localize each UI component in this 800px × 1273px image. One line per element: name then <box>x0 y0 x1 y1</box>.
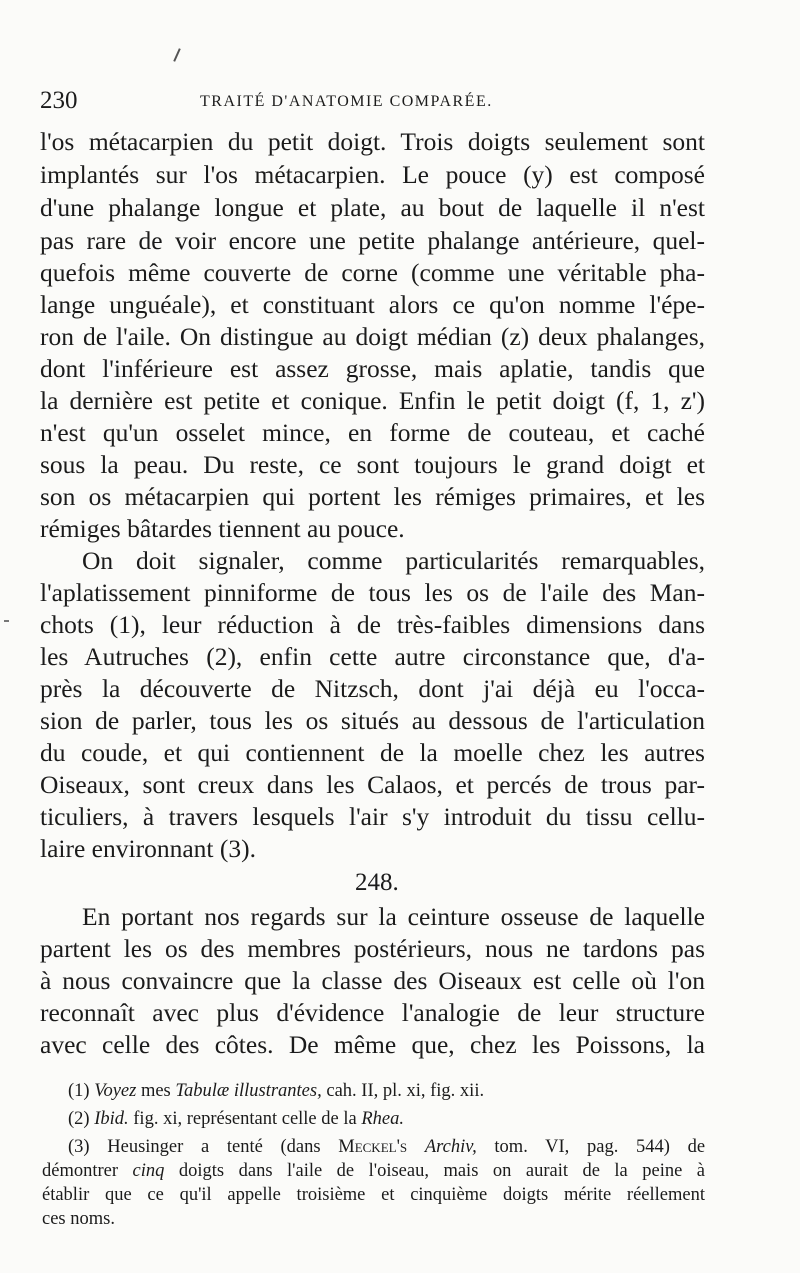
text-line: l'os métacarpien du petit doigt. Trois doigts seulement sont <box>40 127 705 156</box>
footnote-3-line-3: établir que ce qu'il appelle troisième et cinquième doigts mérite réellement <box>42 1185 705 1205</box>
text-line: n'est qu'un osselet mince, en forme de couteau, et caché <box>40 418 705 447</box>
footnote-number: (2) <box>68 1109 90 1129</box>
text-line: sion de parler, tous les os situés au dessous de l'articulation <box>40 706 705 735</box>
footnote-text: tom. VI, pag. 544) de <box>494 1137 706 1157</box>
text-line: d'une phalange longue et plate, au bout de laquelle il n'est <box>40 193 705 222</box>
text-line: ron de l'aile. On distingue au doigt médian (z) deux phalanges, <box>40 322 705 351</box>
footnote-author: Meckel's <box>338 1137 408 1157</box>
ink-mark <box>173 48 181 62</box>
footnote-journal: Archiv, <box>424 1137 477 1157</box>
footnote-text: mes <box>140 1081 171 1101</box>
text-line: dont l'inférieure est assez grosse, mais aplatie, tandis que <box>40 354 705 383</box>
text-line: En portant nos regards sur la ceinture osseuse de laquelle <box>82 902 705 931</box>
running-title: TRAITÉ D'ANATOMIE COMPARÉE. <box>200 93 493 110</box>
text-line: lange unguéale), et constituant alors ce qu'on nomme l'épe- <box>40 290 705 319</box>
text-line: les Autruches (2), enfin cette autre circonstance que, d'a- <box>40 642 705 671</box>
footnote-text: démontrer <box>42 1161 119 1181</box>
page-header <box>40 88 700 114</box>
footnote-2 <box>68 1108 705 1131</box>
text-line: à nous convaincre que la classe des Oiseaux est celle où l'on <box>40 966 705 995</box>
footnote-species: Rhea. <box>361 1109 404 1129</box>
footnote-number: (1) <box>68 1081 90 1101</box>
text-line: sous la peau. Du reste, ce sont toujours le grand doigt et <box>40 450 705 479</box>
text-line: implantés sur l'os métacarpien. Le pouce (y) est composé <box>40 160 705 189</box>
text-line: pas rare de voir encore une petite phalange antérieure, quel- <box>40 226 705 255</box>
footnote-text: Heusinger a tenté (dans <box>107 1137 321 1157</box>
footnote-1 <box>68 1080 705 1103</box>
footnote-3 <box>68 1136 705 1159</box>
text-line: Oiseaux, sont creux dans les Calaos, et percés de trous par- <box>40 770 705 799</box>
page-number: 230 <box>40 87 78 114</box>
text-line: quefois même couverte de corne (comme une véritable pha- <box>40 258 705 287</box>
margin-mark <box>4 620 9 622</box>
footnote-number: (3) <box>68 1137 90 1157</box>
text-line: partent les os des membres postérieurs, nous ne tardons pas <box>40 934 705 963</box>
text-line: rémiges bâtardes tiennent au pouce. <box>40 514 405 543</box>
text-line: l'aplatissement pinniforme de tous les os de l'aile des Man- <box>40 578 705 607</box>
footnote-3-line-4: ces noms. <box>42 1209 115 1229</box>
text-line: son os métacarpien qui portent les rémiges primaires, et les <box>40 482 705 511</box>
footnote-text: Voyez <box>94 1081 137 1101</box>
footnote-text: doigts dans l'aile de l'oiseau, mais on aurait de la peine à <box>178 1161 706 1181</box>
footnote-text: cah. II, pl. xi, fig. xii. <box>326 1081 485 1101</box>
text-line: ticuliers, à travers lesquels l'air s'y introduit du tissu cellu- <box>40 802 705 831</box>
footnote-text: fig. xi, représentant celle de la <box>133 1109 357 1129</box>
section-number: 248. <box>355 869 399 896</box>
footnote-text: Ibid. <box>94 1109 129 1129</box>
footnote-emphasis: cinq <box>132 1161 165 1181</box>
text-line: du coude, et qui contiennent de la moelle chez les autres <box>40 738 705 767</box>
text-line: reconnaît avec plus d'évidence l'analogie de leur structure <box>40 998 705 1027</box>
footnote-3-line-2 <box>42 1160 705 1183</box>
text-line: près la découverte de Nitzsch, dont j'ai déjà eu l'occa- <box>40 674 705 703</box>
text-line: laire environnant (3). <box>40 834 256 863</box>
footnote-title: Tabulæ illustrantes, <box>175 1081 322 1101</box>
text-line: avec celle des côtes. De même que, chez les Poissons, la <box>40 1030 705 1059</box>
text-line: la dernière est petite et conique. Enfin le petit doigt (f, 1, z') <box>40 386 705 415</box>
text-line: chots (1), leur réduction à de très-faibles dimensions dans <box>40 610 705 639</box>
text-line: On doit signaler, comme particularités remarquables, <box>82 546 705 575</box>
